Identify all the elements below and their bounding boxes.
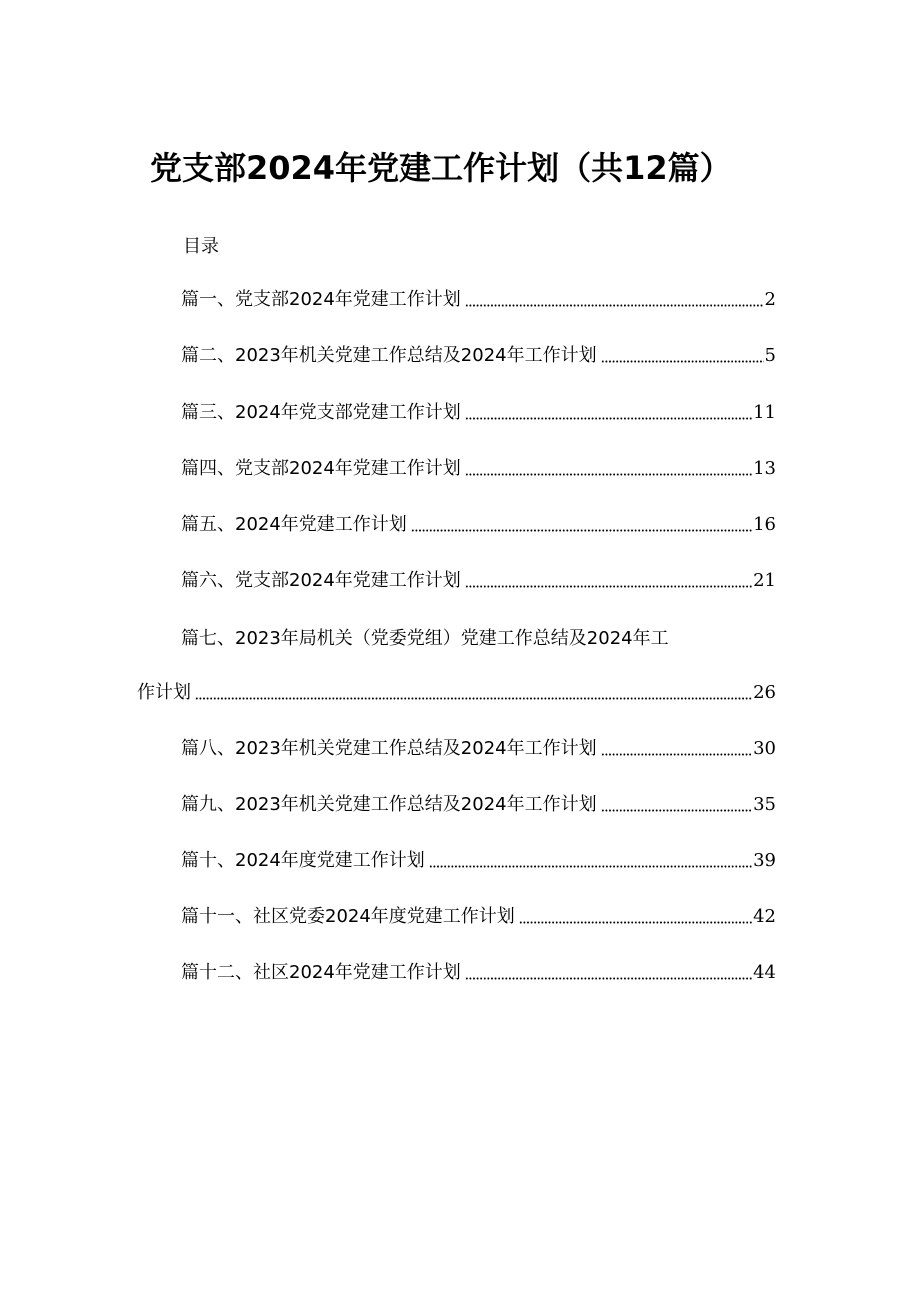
- toc-entry-4[interactable]: [181, 456, 776, 482]
- toc-dot-leader: [601, 360, 764, 363]
- toc-entry-label: 篇三、2024年党支部党建工作计划: [181, 402, 461, 423]
- toc-page-number: 39: [753, 850, 776, 871]
- toc-entry-label: 篇五、2024年党建工作计划: [181, 514, 407, 535]
- toc-entry-5[interactable]: [181, 512, 776, 538]
- toc-dot-leader: [465, 473, 752, 476]
- toc-page-number: 2: [764, 289, 776, 310]
- toc-entry-8[interactable]: [181, 736, 776, 762]
- toc-dot-leader: [601, 809, 752, 812]
- toc-page-number: 35: [753, 794, 776, 815]
- toc-entry-label: 篇四、党支部2024年党建工作计划: [181, 458, 461, 479]
- toc-entry-7-line-1[interactable]: 篇七、2023年局机关（党委党组）党建工作总结及2024年工: [181, 628, 669, 649]
- toc-dot-leader: [465, 977, 752, 980]
- toc-entry-label: 篇八、2023年机关党建工作总结及2024年工作计划: [181, 738, 597, 759]
- toc-page-number: 44: [753, 962, 776, 983]
- document-title: 党支部2024年党建工作计划（共12篇）: [150, 149, 732, 187]
- toc-entry-label: 篇十、2024年度党建工作计划: [181, 850, 425, 871]
- toc-entry-label: 篇九、2023年机关党建工作总结及2024年工作计划: [181, 794, 597, 815]
- toc-entry-label: 篇十一、社区党委2024年度党建工作计划: [181, 906, 515, 927]
- toc-entry-6[interactable]: [181, 568, 776, 594]
- toc-dot-leader: [465, 304, 764, 307]
- toc-entry-label: 篇一、党支部2024年党建工作计划: [181, 289, 461, 310]
- toc-entry-label: 篇十二、社区2024年党建工作计划: [181, 962, 461, 983]
- toc-page-number: 5: [764, 345, 776, 366]
- toc-entry-label: 篇二、2023年机关党建工作总结及2024年工作计划: [181, 345, 597, 366]
- toc-dot-leader: [519, 921, 752, 924]
- toc-page-number: 13: [753, 458, 776, 479]
- toc-dot-leader: [465, 417, 752, 420]
- toc-dot-leader: [429, 865, 752, 868]
- toc-dot-leader: [411, 529, 752, 532]
- toc-entry-1[interactable]: [181, 287, 776, 313]
- toc-entry-9[interactable]: [181, 792, 776, 818]
- toc-entry-label: 篇六、党支部2024年党建工作计划: [181, 570, 461, 591]
- toc-entry-7[interactable]: [137, 680, 776, 706]
- toc-page-number: 30: [753, 738, 776, 759]
- toc-entry-label: 作计划: [137, 682, 191, 703]
- toc-page-number: 42: [753, 906, 776, 927]
- toc-dot-leader: [601, 753, 752, 756]
- toc-entry-12[interactable]: [181, 960, 776, 986]
- toc-page-number: 16: [753, 514, 776, 535]
- toc-dot-leader: [195, 697, 752, 700]
- toc-page-number: 26: [753, 682, 776, 703]
- toc-heading: 目录: [183, 236, 219, 257]
- toc-entry-3[interactable]: [181, 400, 776, 426]
- toc-entry-10[interactable]: [181, 848, 776, 874]
- toc-page-number: 11: [753, 402, 776, 423]
- toc-page-number: 21: [753, 570, 776, 591]
- toc-entry-2[interactable]: [181, 343, 776, 369]
- toc-entry-11[interactable]: [181, 904, 776, 930]
- toc-dot-leader: [465, 585, 752, 588]
